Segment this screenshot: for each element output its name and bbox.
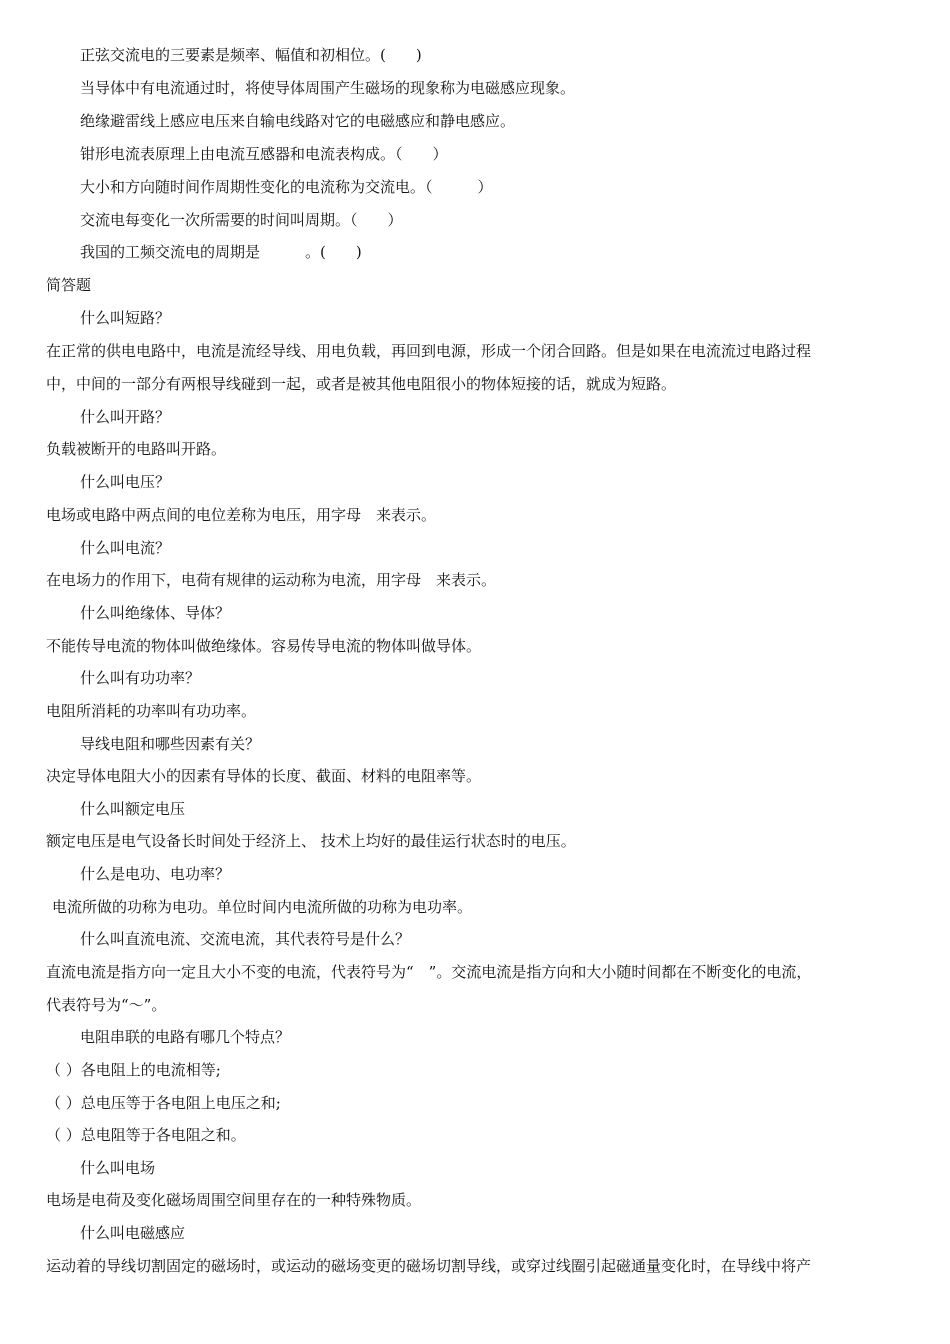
answer-line: 直流电流是指方向一定且大小不变的电流，代表符号为“ ”。交流电流是指方向和大小随时间都在不断变化的电流， — [46, 963, 812, 981]
question: 什么叫额定电压 — [80, 800, 186, 818]
answer-line: 决定导体电阻大小的因素有导体的长度、截面、材料的电阻率等。 — [46, 767, 482, 785]
question: 什么叫绝缘体、导体？ — [80, 604, 231, 622]
answer-line: 在正常的供电电路中，电流是流经导线、用电负载，再回到电源，形成一个闭合回路。但是如果在电流流过电路过程 — [46, 342, 812, 360]
question: 导线电阻和哪些因素有关？ — [80, 735, 261, 753]
tf-item: 我国的工频交流电的周期是 。( ) — [80, 243, 362, 261]
answer-line: 负载被断开的电路叫开路。 — [46, 440, 227, 458]
answer-line: （ ）总电阻等于各电阻之和。 — [46, 1126, 246, 1144]
tf-item: 正弦交流电的三要素是频率、幅值和初相位。( ) — [80, 46, 422, 64]
question: 什么叫电流？ — [80, 539, 171, 557]
answer-line: 运动着的导线切割固定的磁场时，或运动的磁场变更的磁场切割导线，或穿过线圈引起磁通量变化时，在导线中将产 — [46, 1257, 812, 1275]
question: 什么叫电压？ — [80, 473, 171, 491]
question: 什么叫电场 — [80, 1159, 156, 1177]
tf-item: 大小和方向随时间作周期性变化的电流称为交流电。（ ） — [80, 178, 493, 196]
answer-line: （ ）各电阻上的电流相等; — [46, 1061, 221, 1079]
tf-item: 绝缘避雷线上感应电压来自输电线路对它的电磁感应和静电感应。 — [80, 112, 516, 130]
answer-line: 电场或电路中两点间的电位差称为电压，用字母 来表示。 — [46, 506, 437, 524]
section-title: 简答题 — [46, 276, 92, 294]
question: 什么叫开路？ — [80, 408, 171, 426]
question: 什么叫电磁感应 — [80, 1224, 186, 1242]
tf-item: 交流电每变化一次所需要的时间叫周期。（ ） — [80, 211, 403, 229]
answer-line: 电阻所消耗的功率叫有功功率。 — [46, 702, 257, 720]
tf-item: 钳形电流表原理上由电流互感器和电流表构成。（ ） — [80, 145, 448, 163]
answer-line: 电场是电荷及变化磁场周围空间里存在的一种特殊物质。 — [46, 1191, 422, 1209]
question: 电阻串联的电路有哪几个特点？ — [80, 1028, 291, 1046]
answer-line: 中，中间的一部分有两根导线碰到一起，或者是被其他电阻很小的物体短接的话，就成为短路。 — [46, 375, 677, 393]
answer-line: 不能传导电流的物体叫做绝缘体。容易传导电流的物体叫做导体。 — [46, 637, 482, 655]
question: 什么叫直流电流、交流电流，其代表符号是什么？ — [80, 930, 411, 948]
answer-line: 额定电压是电气设备长时间处于经济上、 技术上均好的最佳运行状态时的电压。 — [46, 832, 576, 850]
answer-line: 代表符号为“～”。 — [46, 996, 167, 1014]
question: 什么叫短路？ — [80, 309, 171, 327]
tf-item: 当导体中有电流通过时，将使导体周围产生磁场的现象称为电磁感应现象。 — [80, 79, 576, 97]
answer-line: （ ）总电压等于各电阻上电压之和; — [46, 1094, 281, 1112]
question: 什么叫有功功率？ — [80, 669, 201, 687]
answer-line: 在电场力的作用下，电荷有规律的运动称为电流，用字母 来表示。 — [46, 571, 497, 589]
answer-line: 电流所做的功称为电功。单位时间内电流所做的功称为电功率。 — [52, 898, 473, 916]
question: 什么是电功、电功率？ — [80, 865, 231, 883]
